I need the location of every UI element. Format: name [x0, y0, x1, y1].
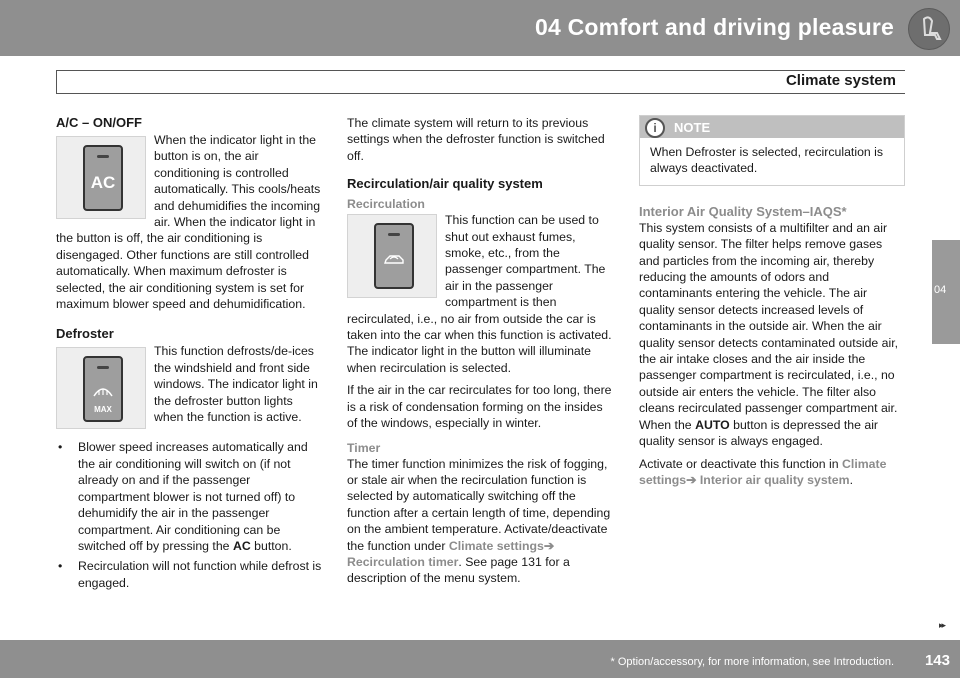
list-item: • Blower speed increases automatically and the air conditioning will switch on (if not already on and if the passenger compartment blower is not turned off) to dehumidify the air in the passenger compartment. Air conditioning can be switched off by pressing the AC button. [58, 440, 308, 553]
menu-path-climate-settings: Climate settings [639, 456, 887, 487]
recirculation-car-icon [382, 253, 406, 267]
seat-icon [908, 8, 950, 50]
defroster-button-image [56, 347, 146, 429]
column-1 [56, 115, 322, 595]
list-item: • Recirculation will not function while defrost is engaged. [58, 559, 322, 590]
recirculation-warning: If the air in the car recirculates for too long, there is a risk of condensation forming on the insides of the windows, especially in winter. [347, 383, 612, 431]
menu-path-recirculation-timer: Recirculation timer [347, 554, 459, 569]
info-icon: i [645, 118, 665, 138]
menu-path-interior-air-quality: Interior air quality system [699, 472, 850, 487]
defroster-bullets [56, 439, 322, 591]
ac-text: When the indicator light in the button is on, the air conditioning is controlled automatically. This cools/heats and dehumidifies the incoming air. When the indicator light in the button is off, the air conditioning is disengaged. Other functions are still controlled automatically. When maximum defroster is selected, the air conditioning system is set for maximum blower speed and dehumidification. [56, 133, 321, 312]
timer-heading: Timer [347, 440, 381, 455]
ac-heading: A/C – ON/OFF [56, 115, 142, 130]
chapter-title: 04 Comfort and driving pleasure [535, 14, 894, 40]
section-title-box [56, 70, 905, 94]
section-title: Climate system [785, 72, 896, 89]
column-3 [639, 115, 905, 494]
ac-button-label: AC [90, 173, 116, 192]
note-box [639, 115, 905, 186]
defroster-max-label: MAX [94, 405, 112, 415]
defroster-text: This function defrosts/de-ices the windshield and front side windows. The indicator light in the defroster button lights when the function is active. [154, 344, 318, 425]
page-number: 143 [924, 652, 950, 669]
continue-arrows-icon: ▸▸ [938, 620, 944, 630]
defroster-icon [92, 382, 114, 398]
column-2 [347, 115, 613, 593]
ac-button-image [56, 136, 146, 219]
defroster-heading: Defroster [56, 326, 114, 342]
activate-text: Activate or deactivate this function in Climate settings➔ Interior air quality system. [639, 456, 887, 487]
chapter-tab-label: 04 [934, 284, 947, 296]
recirculation-text: This function can be used to shut out exhaust fumes, smoke, etc., from the passenger compartment. The air in the passenger compartment is then recirculated, i.e., no air from outside the car is taken into the car when this function is activated. The indicator light in the button will illuminate when recirculation is selected. [347, 213, 612, 375]
iaqs-heading: Interior Air Quality System–IAQS* [639, 203, 847, 219]
iaqs-text: This system consists of a multifilter and an air quality sensor. The filter helps remove gases and particles from the incoming air, thereby reducing the amounts of odors and contaminants entering the vehicle. The air quality sensor detects increased levels of contaminants in the outside air. When the air quality sensor detects contaminated outside air, the air intake closes and the air inside the passenger compartment is recirculated, i.e., no outside air enters the vehicle. The filter also cleans recirculated passenger compartment air. When the AUTO button is depressed the air quality sensor is always engaged. [639, 220, 899, 449]
recirculation-button-image [347, 214, 437, 298]
footnote: * Option/accessory, for more information, see Introduction. [610, 656, 894, 668]
recirculation-subheading: Recirculation [347, 197, 425, 212]
note-label: NOTE [674, 120, 711, 135]
defroster-return-text: The climate system will return to its previous settings when the defroster function is switched off. [347, 116, 605, 163]
recirculation-heading: Recirculation/air quality system [347, 176, 543, 192]
timer-text: The timer function minimizes the risk of fogging, or stale air when the recirculation function is selected by automatically switching off the function after a certain length of time, depending on the ambient temperature. Activate/deactivate the function under Climate settings➔ Recirculation timer. See page 131 for a description of the menu system. [347, 456, 611, 586]
note-text: When Defroster is selected, recirculation is always deactivated. [650, 145, 884, 176]
menu-path-climate-settings: Climate settings [448, 538, 544, 553]
